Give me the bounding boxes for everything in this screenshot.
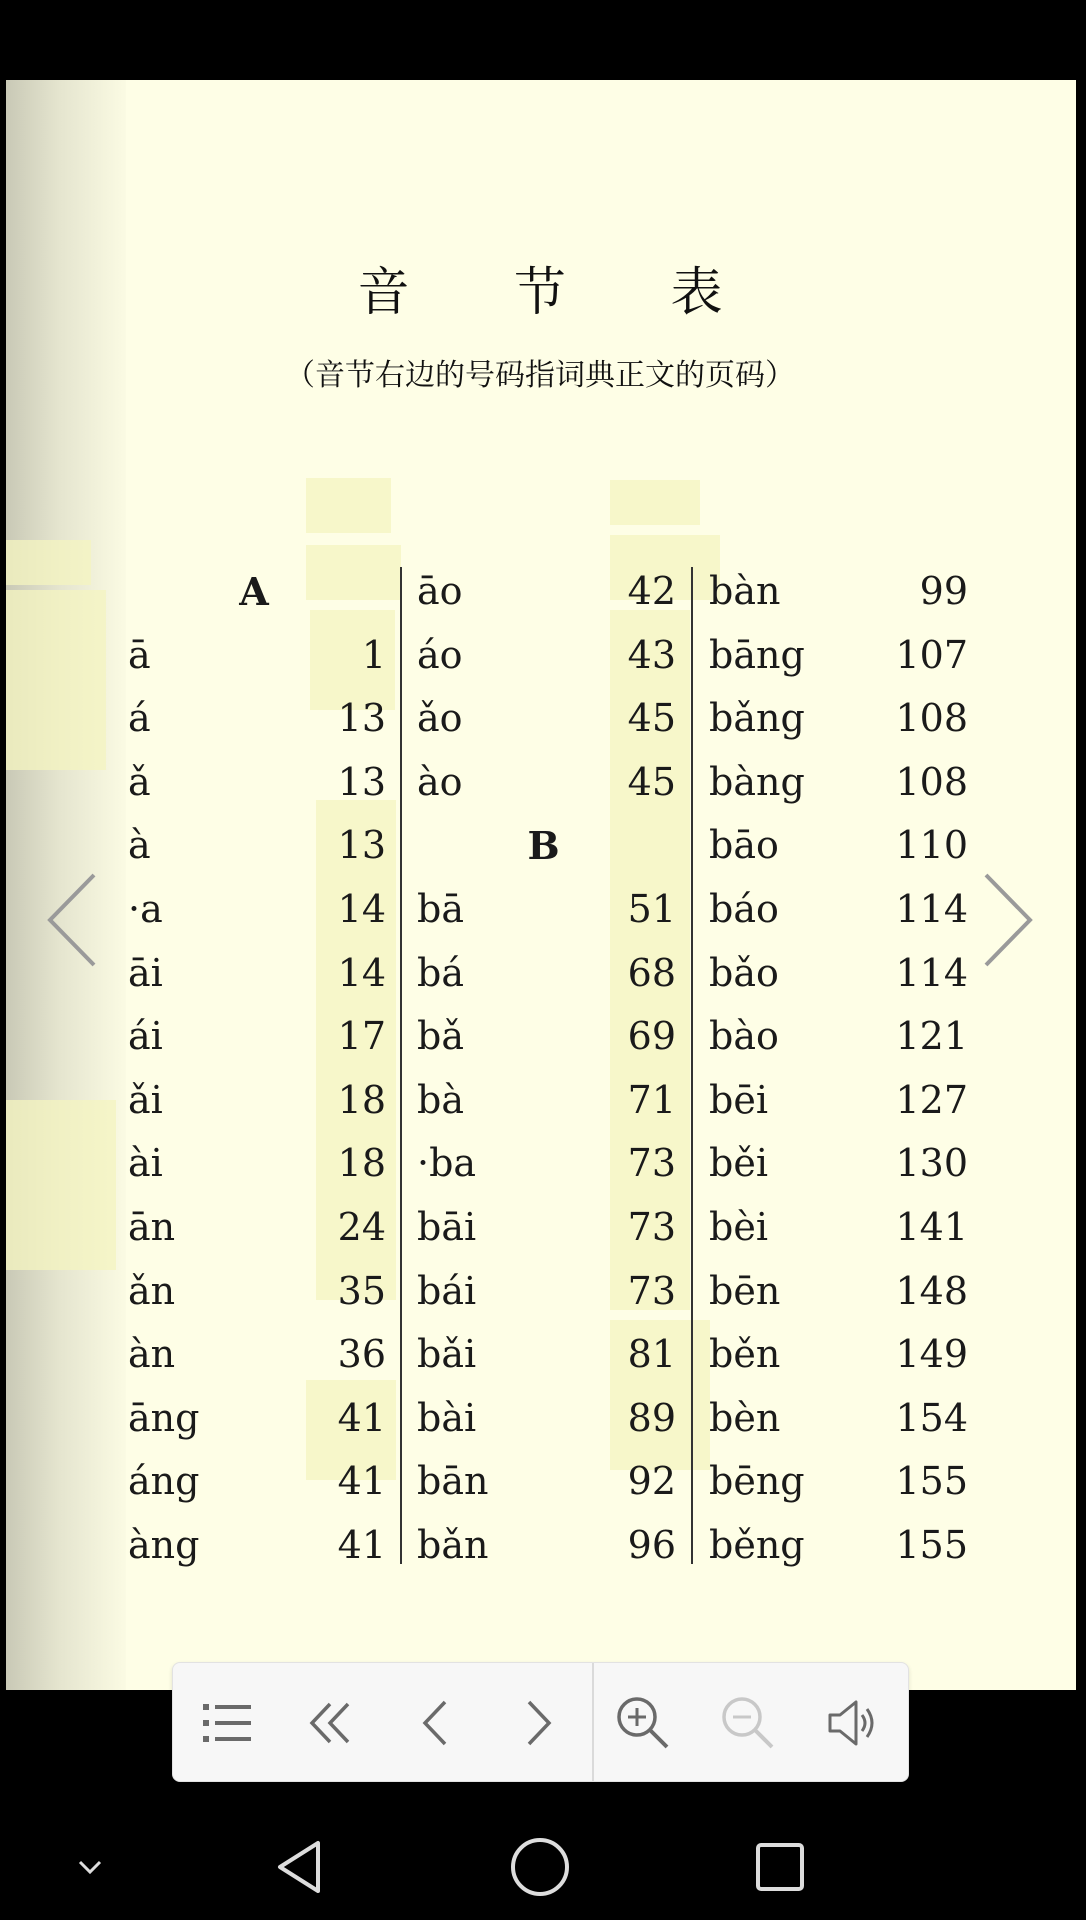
syllable-row	[703, 1387, 968, 1451]
highlight-block	[6, 540, 91, 585]
syllable-text: báo	[709, 886, 779, 931]
syllable-text: ǎ	[128, 759, 151, 804]
syllable-text: bān	[417, 1459, 489, 1504]
column-divider	[400, 567, 402, 1564]
syllable-row	[122, 1260, 386, 1324]
page-number: 42	[627, 569, 676, 613]
syllable-text: bái	[417, 1268, 477, 1313]
chevron-right-icon	[519, 1698, 559, 1748]
syllable-row	[703, 1005, 968, 1069]
highlight-block	[610, 480, 700, 525]
toolbar-separator	[592, 1663, 594, 1781]
back-triangle-icon	[270, 1837, 330, 1897]
chevron-left-icon	[415, 1698, 455, 1748]
column-divider	[691, 567, 693, 1564]
page-number: 127	[895, 1077, 968, 1122]
page-number: 73	[627, 1141, 676, 1186]
page-number: 41	[337, 1459, 386, 1504]
syllable-text: ·a	[128, 886, 163, 931]
hide-nav-button[interactable]	[50, 1827, 130, 1907]
system-nav-bar	[0, 1812, 1080, 1920]
section-letter-row	[122, 560, 386, 624]
syllable-text: ǎo	[417, 696, 463, 741]
page-number: 121	[895, 1014, 968, 1059]
page-number: 73	[627, 1268, 676, 1313]
page-number: 36	[337, 1332, 386, 1377]
syllable-row	[122, 878, 386, 942]
page-title: 音 节 表	[357, 263, 767, 323]
syllable-text: ǎi	[128, 1077, 163, 1122]
syllable-text: bēng	[709, 1459, 805, 1504]
syllable-text: bēi	[709, 1077, 768, 1122]
highlight-block	[6, 1100, 116, 1270]
page-number: 68	[627, 950, 676, 995]
syllable-row	[122, 1132, 386, 1196]
syllable-column-3	[703, 560, 968, 1578]
syllable-row	[411, 624, 676, 688]
syllable-text: bèn	[709, 1395, 781, 1440]
syllable-row	[703, 814, 968, 878]
highlight-block	[6, 590, 106, 770]
page-number: 13	[337, 823, 386, 868]
syllable-row	[122, 751, 386, 815]
page-number: 1	[361, 632, 386, 677]
chevron-down-icon	[70, 1852, 110, 1882]
syllable-text: bài	[417, 1395, 477, 1440]
page-number: 107	[895, 632, 968, 677]
page-number: 45	[627, 696, 676, 741]
reader-toolbar	[172, 1662, 909, 1782]
zoom-in-icon	[615, 1695, 671, 1751]
page-number: 108	[895, 759, 968, 804]
page-number: 141	[895, 1204, 968, 1249]
zoom-out-button[interactable]	[708, 1683, 788, 1763]
page-number: 14	[337, 886, 386, 931]
syllable-row	[703, 1132, 968, 1196]
syllable-row	[122, 687, 386, 751]
syllable-text: à	[128, 823, 151, 868]
page-number: 18	[337, 1077, 386, 1122]
syllable-text: bǎ	[417, 1014, 464, 1059]
syllable-text: āi	[128, 950, 163, 995]
syllable-row	[703, 1450, 968, 1514]
syllable-text: bàng	[709, 759, 805, 804]
syllable-row	[411, 1132, 676, 1196]
page-number: 73	[627, 1204, 676, 1249]
syllable-text: bào	[709, 1014, 779, 1059]
syllable-row	[411, 1387, 676, 1451]
page-number: 96	[627, 1522, 676, 1567]
page-number: 148	[895, 1268, 968, 1313]
syllable-text: bà	[417, 1077, 464, 1122]
syllable-row	[411, 687, 676, 751]
syllable-row	[122, 1514, 386, 1578]
page-number: 14	[337, 950, 386, 995]
syllable-text: àn	[128, 1332, 176, 1377]
status-bar	[0, 0, 1080, 80]
syllable-text: ān	[128, 1204, 176, 1249]
page-next-arrow[interactable]	[978, 870, 1038, 970]
page-number: 35	[337, 1268, 386, 1313]
page-number: 41	[337, 1395, 386, 1440]
syllable-text: àng	[128, 1522, 200, 1567]
list-icon	[201, 1701, 253, 1745]
syllable-row	[411, 1196, 676, 1260]
syllable-row	[411, 1450, 676, 1514]
syllable-row	[703, 751, 968, 815]
next-page-button[interactable]	[499, 1683, 579, 1763]
syllable-row	[411, 1005, 676, 1069]
page-number: 41	[337, 1522, 386, 1567]
home-circle-icon	[508, 1835, 572, 1899]
page-number: 155	[895, 1522, 968, 1567]
page-subtitle: （音节右边的号码指词典正文的页码）	[285, 358, 795, 393]
syllable-text: bǎo	[709, 950, 779, 995]
page-number: 13	[337, 696, 386, 741]
chevron-left-icon	[42, 870, 102, 970]
syllable-row	[122, 1069, 386, 1133]
syllable-row	[703, 878, 968, 942]
syllable-text: áng	[128, 1459, 200, 1504]
syllable-text: ·ba	[417, 1141, 477, 1186]
back-button[interactable]	[260, 1827, 340, 1907]
syllable-text: bǎn	[417, 1522, 489, 1567]
page-number: 99	[919, 569, 968, 613]
speaker-icon	[826, 1698, 880, 1748]
syllable-text: bāo	[709, 823, 779, 868]
syllable-row	[411, 1323, 676, 1387]
syllable-text: āng	[128, 1395, 200, 1440]
syllable-row	[411, 560, 676, 624]
page-number: 108	[895, 696, 968, 741]
audio-button[interactable]	[813, 1683, 893, 1763]
syllable-column-2	[411, 560, 676, 1578]
section-letter: B	[527, 823, 560, 869]
syllable-row	[703, 1514, 968, 1578]
syllable-text: áo	[417, 632, 463, 677]
syllable-row	[122, 1005, 386, 1069]
syllable-text: bèi	[709, 1204, 768, 1249]
page-number: 154	[895, 1395, 968, 1440]
syllable-text: bá	[417, 950, 464, 995]
page-number: 18	[337, 1141, 386, 1186]
page-number: 149	[895, 1332, 968, 1377]
syllable-text: bǎng	[709, 696, 805, 741]
page-number: 130	[895, 1141, 968, 1186]
syllable-row	[411, 942, 676, 1006]
syllable-text: bā	[417, 886, 464, 931]
page-number: 81	[627, 1332, 676, 1377]
syllable-row	[122, 1387, 386, 1451]
syllable-text: ài	[128, 1141, 163, 1186]
syllable-row	[703, 1260, 968, 1324]
syllable-text: bāng	[709, 632, 805, 677]
syllable-row	[411, 1069, 676, 1133]
syllable-text: bēn	[709, 1268, 781, 1313]
toc-button[interactable]	[187, 1683, 267, 1763]
page-number: 89	[627, 1395, 676, 1440]
first-page-button[interactable]	[291, 1683, 371, 1763]
syllable-row	[122, 942, 386, 1006]
chevron-right-icon	[978, 870, 1038, 970]
section-letter-row	[411, 814, 676, 878]
syllable-column-1	[122, 560, 386, 1578]
syllable-row	[703, 624, 968, 688]
recents-square-icon	[752, 1839, 808, 1895]
syllable-text: bàn	[709, 569, 781, 613]
page-number: 69	[627, 1014, 676, 1059]
syllable-text: běng	[709, 1522, 805, 1567]
syllable-row	[122, 1196, 386, 1260]
syllable-text: bāi	[417, 1204, 477, 1249]
syllable-text: āo	[417, 569, 463, 613]
page-number: 51	[627, 886, 676, 931]
double-chevron-left-icon	[306, 1698, 356, 1748]
syllable-row	[411, 1260, 676, 1324]
syllable-row	[703, 1196, 968, 1260]
home-button[interactable]	[500, 1827, 580, 1907]
highlight-block	[306, 478, 391, 533]
page-prev-arrow[interactable]	[42, 870, 102, 970]
syllable-row	[703, 560, 968, 624]
syllable-row	[122, 1450, 386, 1514]
page-number: 114	[895, 886, 968, 931]
syllable-text: ào	[417, 759, 463, 804]
page-number: 92	[627, 1459, 676, 1504]
syllable-row	[703, 687, 968, 751]
prev-page-button[interactable]	[395, 1683, 475, 1763]
syllable-row	[122, 814, 386, 878]
page-number: 155	[895, 1459, 968, 1504]
page-number: 43	[627, 632, 676, 677]
page-number: 71	[627, 1077, 676, 1122]
page-number: 45	[627, 759, 676, 804]
syllable-row	[122, 1323, 386, 1387]
syllable-row	[411, 751, 676, 815]
syllable-row	[411, 1514, 676, 1578]
syllable-text: bǎi	[417, 1332, 477, 1377]
syllable-text: běi	[709, 1141, 768, 1186]
syllable-row	[411, 878, 676, 942]
syllable-row	[122, 624, 386, 688]
page-number: 24	[337, 1204, 386, 1249]
syllable-row	[703, 1323, 968, 1387]
syllable-text: běn	[709, 1332, 781, 1377]
page-number: 110	[895, 823, 968, 868]
zoom-out-icon	[720, 1695, 776, 1751]
syllable-row	[703, 1069, 968, 1133]
page-number: 114	[895, 950, 968, 995]
section-letter: A	[239, 569, 269, 614]
page-number: 13	[337, 759, 386, 804]
page-number: 17	[337, 1014, 386, 1059]
syllable-text: ǎn	[128, 1268, 176, 1313]
syllable-text: á	[128, 696, 151, 741]
syllable-row	[703, 942, 968, 1006]
recents-button[interactable]	[740, 1827, 820, 1907]
zoom-in-button[interactable]	[603, 1683, 683, 1763]
syllable-text: ái	[128, 1014, 163, 1059]
syllable-text: ā	[128, 632, 151, 677]
